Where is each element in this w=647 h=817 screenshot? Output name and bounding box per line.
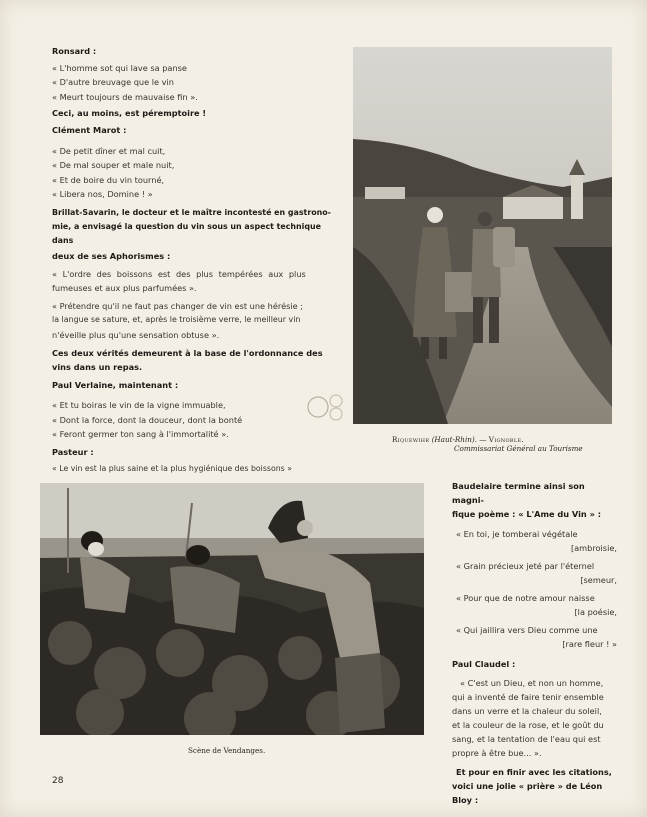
left-text-column bbox=[52, 44, 336, 476]
riquewihr-photo-illustration bbox=[353, 47, 612, 424]
verites-remark: Ces deux vérités demeurent à la base de l'ordonnance des bbox=[52, 347, 323, 358]
riquewihr-caption bbox=[392, 435, 612, 453]
page-number: 28 bbox=[52, 776, 64, 786]
marot-line: « De mal souper et male nuit, bbox=[52, 160, 175, 171]
claudel-line: qui a inventé de faire tenir ensemble bbox=[452, 692, 604, 702]
verlaine-line: « Feront germer ton sang à l'immortalité ». bbox=[52, 428, 229, 439]
marot-line: « Et de boire du vin tourné, bbox=[52, 174, 165, 185]
verlaine-heading: Paul Verlaine, maintenant : bbox=[52, 380, 179, 391]
ronsard-line: « L'homme sot qui lave sa panse bbox=[52, 63, 187, 74]
ceci-remark: Ceci, au moins, est péremptoire ! bbox=[52, 107, 207, 118]
claudel-line: dans un verre et la chaleur du soleil, bbox=[452, 706, 602, 716]
claudel-line: propre à être bue... ». bbox=[452, 748, 542, 758]
library-stamp-icon bbox=[306, 392, 346, 422]
aphorism-two: n'éveille plus qu'une sensation obtuse ». bbox=[52, 329, 220, 340]
vendanges-photo-illustration bbox=[40, 483, 424, 735]
poem-line-cont: [la poésie, bbox=[574, 607, 617, 617]
poem-line: « En toi, je tomberai végétale bbox=[456, 529, 578, 539]
verlaine-line: « Et tu boiras le vin de la vigne immuable, bbox=[52, 400, 226, 411]
brillat-intro: mie, a envisagé la question du vin sous un aspect technique dans bbox=[52, 222, 321, 246]
baudelaire-intro: fique poème : « L'Ame du Vin » : bbox=[452, 509, 602, 519]
caption-region: (Haut-Rhin). bbox=[431, 435, 477, 444]
marot-heading: Clément Marot : bbox=[52, 125, 127, 136]
baudelaire-intro: Baudelaire termine ainsi son magni- bbox=[452, 481, 585, 505]
vendanges-caption: Scène de Vendanges. bbox=[188, 746, 266, 755]
poem-line: « Pour que de notre amour naisse bbox=[456, 593, 595, 603]
pasteur-line: « Le vin est la plus saine et la plus hygiénique des boissons » bbox=[52, 464, 292, 474]
ronsard-line: « Meurt toujours de mauvaise fin ». bbox=[52, 91, 198, 102]
verites-remark: vins dans un repas. bbox=[52, 362, 143, 373]
verlaine-line: « Dont la force, dont la douceur, dont la bonté bbox=[52, 414, 243, 425]
right-text-column bbox=[452, 479, 617, 807]
claudel-line: et la couleur de la rose, et le goût du bbox=[452, 720, 604, 730]
ronsard-line: « D'autre breuvage que le vin bbox=[52, 77, 174, 88]
closing-remark: voici une jolie « prière » de Léon bbox=[452, 781, 603, 791]
caption-subject: Vignoble. bbox=[488, 435, 525, 444]
aphorism-two: la langue se sature, et, après le troisième verre, le meilleur vin bbox=[52, 315, 301, 325]
claudel-heading: Paul Claudel : bbox=[452, 659, 516, 669]
claudel-line: « C'est un Dieu, et non un homme, bbox=[460, 678, 604, 688]
poem-line-cont: [semeur, bbox=[580, 575, 617, 585]
vendanges-photo bbox=[40, 483, 424, 735]
marot-line: « Libera nos, Domine ! » bbox=[52, 188, 153, 199]
closing-remark: Et pour en finir avec les citations, bbox=[456, 767, 612, 777]
aphorism-two: « Prétendre qu'il ne faut pas changer de vin est une hérésie ; bbox=[52, 301, 304, 312]
brillat-intro: deux de ses Aphorismes : bbox=[52, 250, 171, 261]
caption-place: Riquewihr bbox=[392, 435, 430, 444]
aphorism-one: « L'ordre des boissons est des plus tempérées aux plus bbox=[52, 268, 306, 279]
ronsard-heading: Ronsard : bbox=[52, 46, 97, 56]
brillat-intro: Brillat-Savarin, le docteur et le maître incontesté en gastrono- bbox=[52, 208, 331, 218]
claudel-line: sang, et la tentation de l'eau qui est bbox=[452, 734, 601, 744]
poem-line: « Grain précieux jeté par l'éternel bbox=[456, 561, 595, 571]
poem-line: « Qui jaillira vers Dieu comme une bbox=[456, 625, 598, 635]
riquewihr-vineyard-photo bbox=[353, 47, 612, 424]
poem-line-cont: [ambroisie, bbox=[570, 543, 617, 553]
poem-line-cont: [rare fleur ! » bbox=[562, 639, 617, 649]
closing-remark: Bloy : bbox=[452, 795, 479, 805]
aphorism-one: fumeuses et aux plus parfumées ». bbox=[52, 283, 197, 294]
caption-credit: Commissariat Général au Tourisme bbox=[454, 444, 583, 453]
caption-dash: — bbox=[479, 435, 487, 444]
pasteur-heading: Pasteur : bbox=[52, 447, 94, 458]
marot-line: « De petit dîner et mal cuit, bbox=[52, 146, 166, 157]
